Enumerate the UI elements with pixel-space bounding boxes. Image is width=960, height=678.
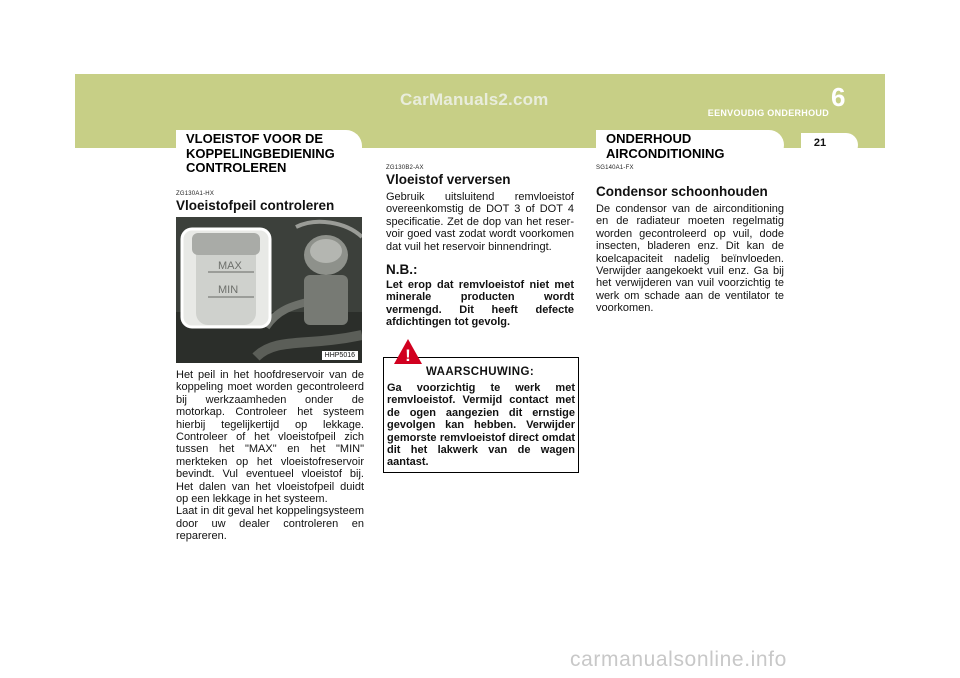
section-code: ZG130B2-AX xyxy=(386,165,424,171)
section-title-line: ONDERHOUD xyxy=(606,131,692,146)
body-paragraph: Gebruik uitsluitend remvloeistof overeenkomstig de DOT 3 of DOT 4 specificatie. Zet de dop van het reser-voir goed vast zodat wordt voorkomen dat vuil het reservoir binnendringt. xyxy=(386,191,574,253)
chapter-number: 6 xyxy=(831,82,846,112)
body-paragraph: Laat in dit geval het koppelingsysteem door uw dealer controleren en repareren. xyxy=(176,505,364,543)
section-title-line: KOPPELINGBEDIENING xyxy=(186,145,335,161)
column-3 xyxy=(596,165,784,315)
nb-body: Let erop dat remvloeistof niet met minerale producten wordt vermengd. Dit heeft defecte afdichtingen tot gevolg. xyxy=(386,279,574,329)
section-code: ZG130A1-HX xyxy=(176,191,215,197)
section-heading: Vloeistof verversen xyxy=(386,172,511,187)
nb-title: N.B.: xyxy=(386,262,418,278)
section-title-line: VLOEISTOF VOOR DE xyxy=(186,131,324,146)
header-watermark[interactable]: CarManuals2.com xyxy=(400,90,549,109)
column-1-heading xyxy=(176,191,364,213)
section-title-airco xyxy=(596,130,784,161)
page-number: 21 xyxy=(813,137,827,149)
section-code: SG140A1-FX xyxy=(596,165,634,171)
reservoir-photo xyxy=(176,217,362,363)
photo-label: HHP5016 xyxy=(322,351,358,360)
section-title-line: CONTROLEREN xyxy=(186,160,287,175)
body-paragraph: De condensor van de airconditioning en de radiateur moeten regelmatig worden gecontroleerd op vuil, dode insecten, bladeren enz. Dit kan de koelcapaciteit nadelig beïnvloeden. Verwijder aangekoekt vuil enz. Ga bij het verwijderen van vuil voorzichtig te werk om schade aan de ventilator te voorkomen. xyxy=(596,203,784,315)
warning-icon xyxy=(393,338,423,365)
warning-title: WAARSCHUWING: xyxy=(426,366,535,378)
section-tab-airco xyxy=(596,130,784,160)
chapter-title: EENVOUDIG ONDERHOUD xyxy=(707,108,829,118)
photo-max-label: MAX xyxy=(218,260,242,272)
body-paragraph: Het peil in het hoofdreservoir van de koppeling moet worden gecontroleerd bij werkzaamheden onder de motorkap. Controleer het systeem hierbij tegelijkertijd op lekkage. Controleer of het vloeistofpeil zich tussen het "MAX" en het "MIN" merkteken op het vloeistofreservoir bevindt. Vul eventueel vloeistof bij. Het dalen van het vloeistofpeil duidt op een lekkage in het systeem. xyxy=(176,369,364,506)
section-heading: Condensor schoonhouden xyxy=(596,184,768,199)
section-title-line: AIRCONDITIONING xyxy=(606,145,725,161)
column-2 xyxy=(386,165,574,329)
section-title-clutch-fluid xyxy=(176,130,362,176)
reservoir-illustration xyxy=(176,217,362,363)
photo-min-label: MIN xyxy=(218,284,239,296)
footer-watermark[interactable]: carmanualsonline.info xyxy=(570,648,787,671)
warning-body: Ga voorzichtig te werk met remvloeistof. Vermijd contact met de ogen aangezien dit ernstige gevolgen kan hebben. Verwijder gemorste remvloeistof direct omdat dit het lakwerk van de wagen aantast. xyxy=(387,382,575,469)
column-1-body xyxy=(176,369,364,543)
warning-symbol: ! xyxy=(405,346,411,365)
section-tab-clutch-fluid xyxy=(176,130,362,178)
section-heading: Vloeistofpeil controleren xyxy=(176,198,335,213)
